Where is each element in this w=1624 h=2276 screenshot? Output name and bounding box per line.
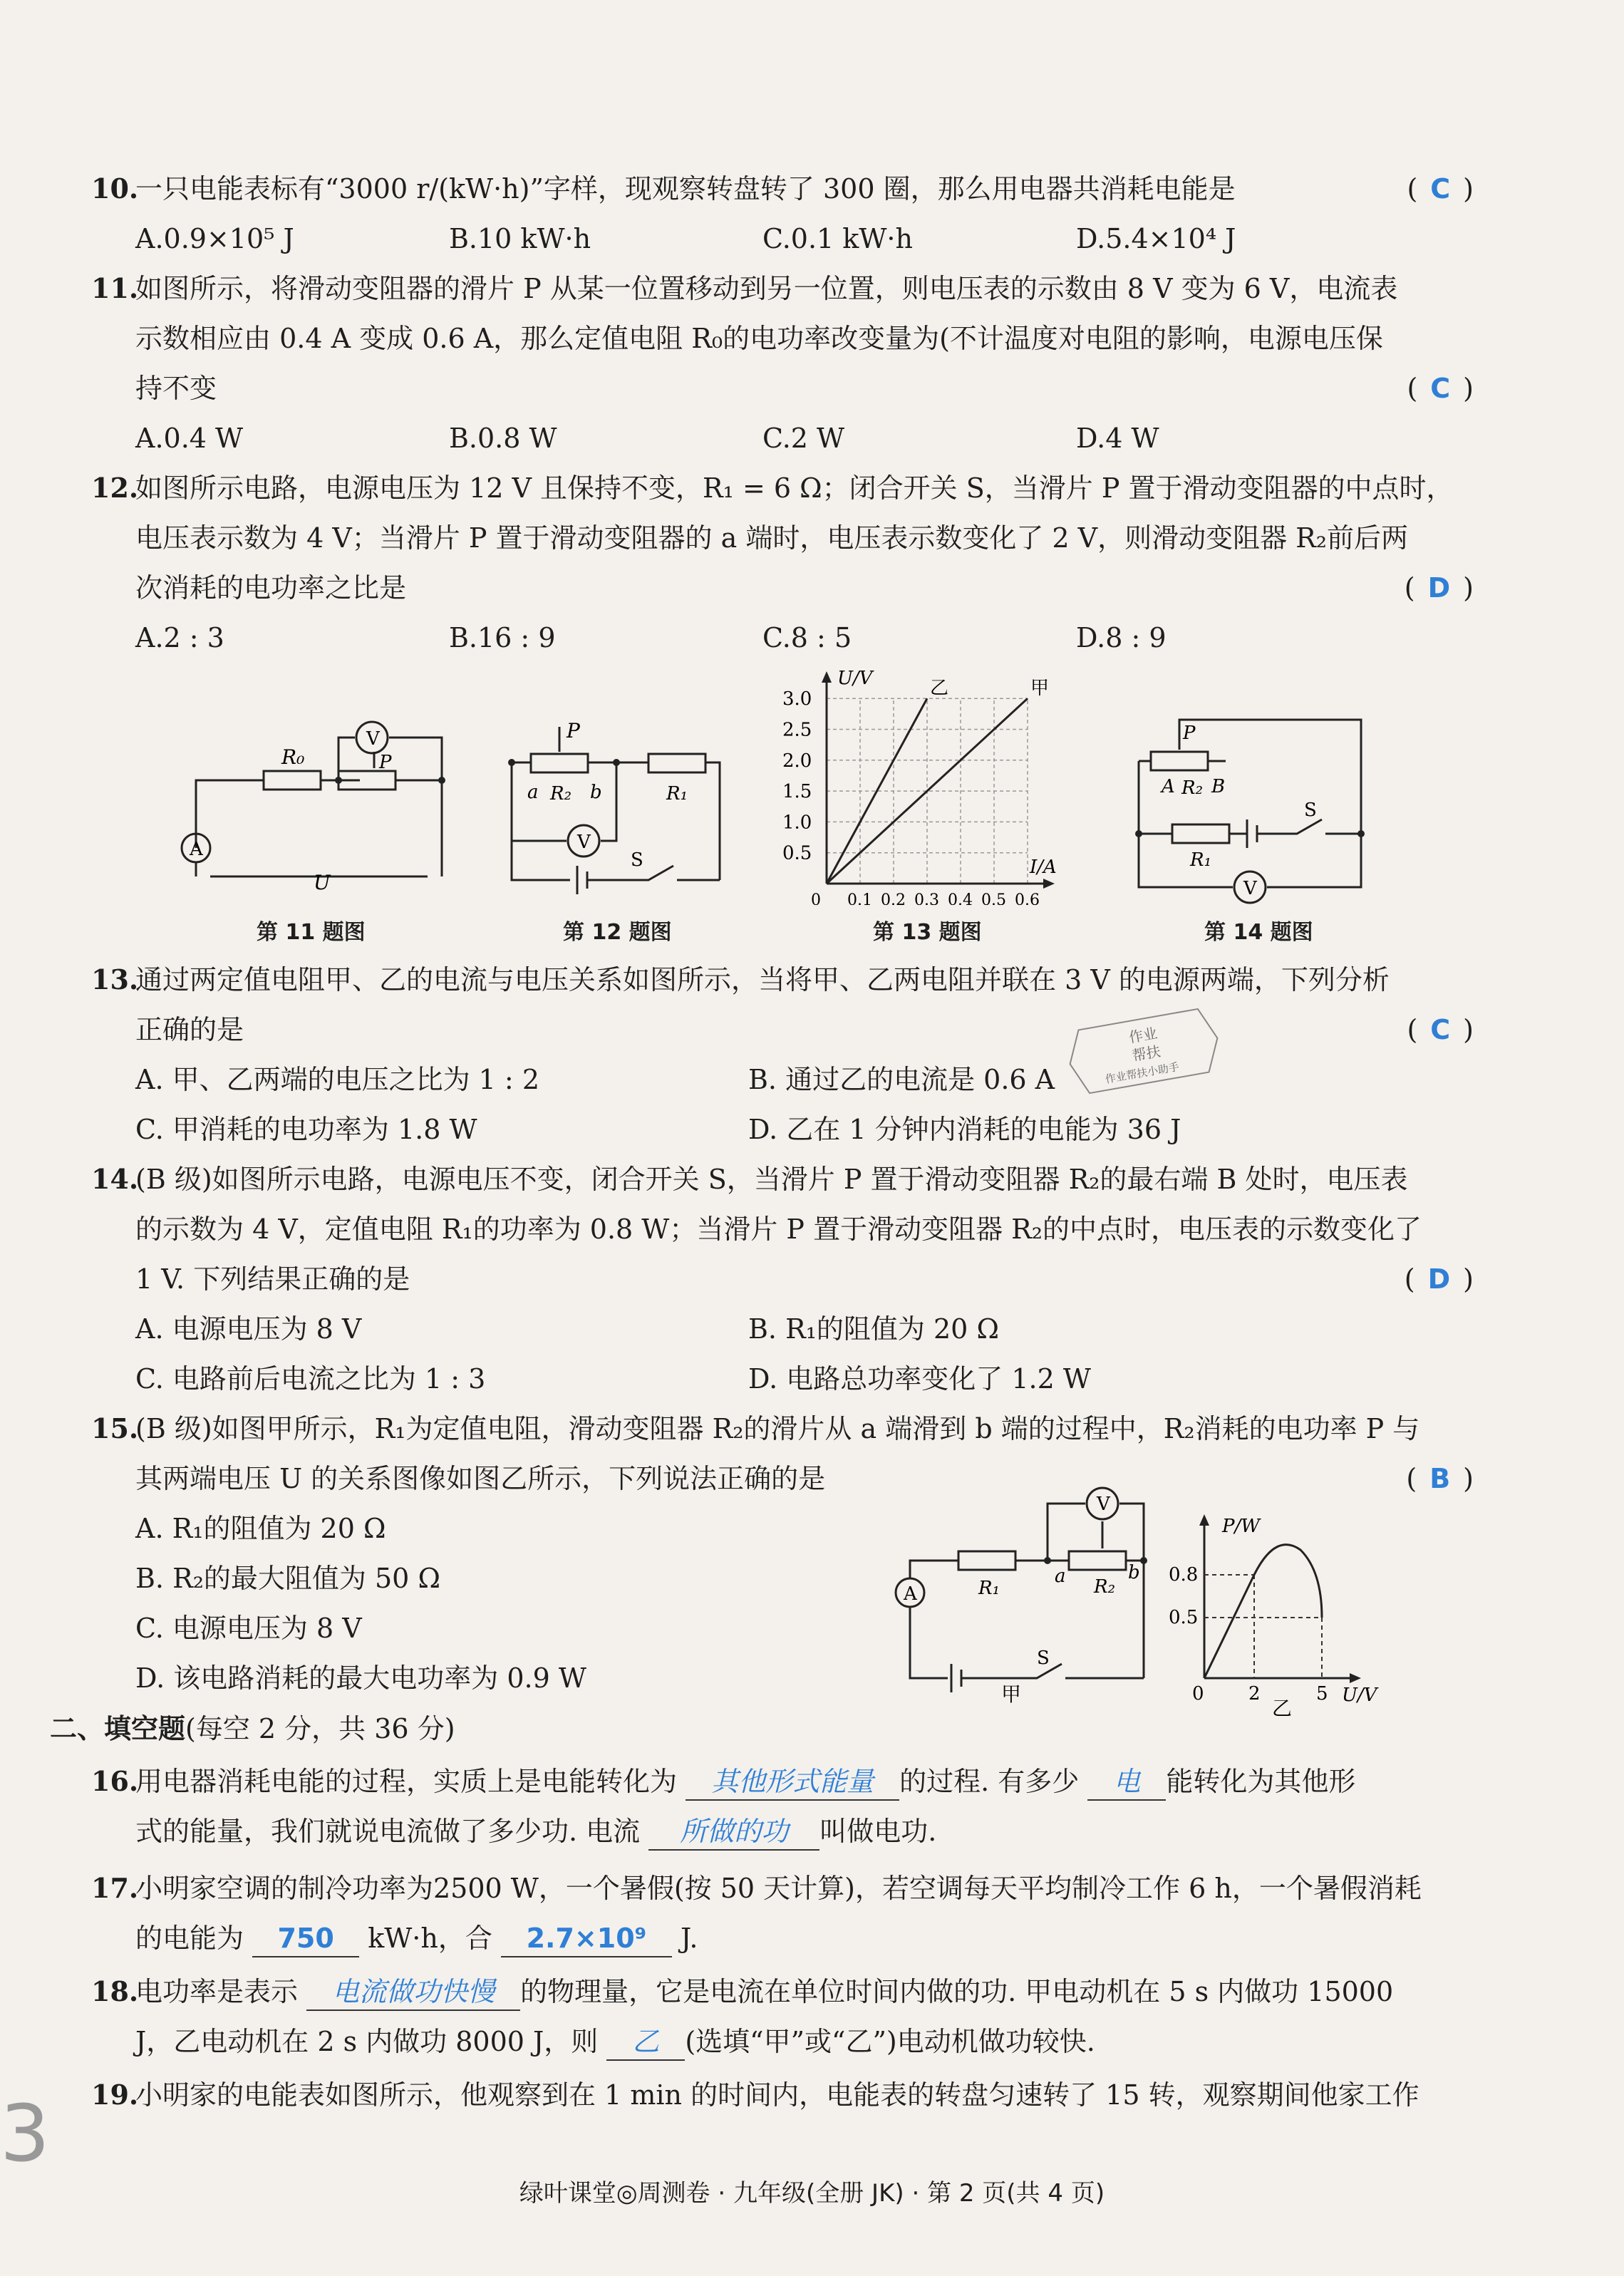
x-tick-5: 5 [1316,1683,1328,1705]
text-segment: 叫做电功. [819,1816,937,1847]
label-r1: R₁ [978,1578,1000,1599]
fill-blank-2: 电 [1087,1764,1166,1801]
voltmeter-label: V [366,728,380,750]
option-a: A.0.9×10⁵ J [135,223,294,254]
answer-box: ( D ) [1404,1263,1474,1295]
text-segment: J. [681,1923,698,1954]
x-tick-label: 0.1 [847,891,872,905]
y-tick-0.5: 0.5 [1169,1607,1199,1628]
answer-box: ( D ) [1404,572,1474,604]
question-number: 19. [91,2079,139,2111]
answer-letter: C [1430,173,1451,205]
voltmeter-label: V [1243,878,1257,899]
figure-11-circuit [178,713,463,905]
text-segment: 的物理量，它是电流在单位时间内做的功. 甲电动机在 5 s 内做功 15000 [520,1976,1394,2007]
question-18 [91,1967,1474,2066]
option-b: B. 通过乙的电流是 0.6 A [748,1064,1055,1095]
question-19 [91,2070,1474,2120]
option-b: B. R₁的阻值为 20 Ω [748,1313,999,1345]
options-row [91,1055,1474,1105]
label-p: P [1183,723,1196,744]
voltmeter-label: V [1097,1494,1110,1515]
label-a: a [527,782,539,803]
question-number: 10. [91,172,139,205]
question-stem-line3: 次消耗的电功率之比是 [135,572,407,604]
ammeter-label: A [904,1583,917,1605]
power-curve [1204,1545,1322,1678]
question-number: 14. [91,1163,139,1195]
text-segment: 用电器消耗电能的过程，实质上是电能转化为 [135,1766,678,1797]
option-d: D. 电路总功率变化了 1.2 W [748,1363,1091,1395]
figure-15-graph [1158,1507,1400,1721]
y-tick-label: 0.5 [782,842,812,864]
text-segment: 能转化为其他形 [1166,1766,1356,1797]
option-a: A. 甲、乙两端的电压之比为 1 : 2 [135,1064,539,1095]
ammeter-label: A [190,839,203,860]
question-number: 12. [91,472,139,504]
text-segment: 的电能为 [135,1923,244,1954]
y-tick-label: 3.0 [782,688,812,710]
figure-11-caption: 第 11 题图 [257,920,366,945]
options-row [91,214,1474,264]
question-number: 13. [91,963,139,995]
text-segment: 的过程. 有多少 [899,1766,1080,1797]
question-stem-line1: 如图所示电路，电源电压为 12 V 且保持不变，R₁ = 6 Ω；闭合开关 S，当滑片 P 置于滑动变阻器的中点时， [135,472,1454,504]
switch-label: S [1037,1647,1050,1669]
option-c: C.2 W [762,423,845,454]
series-label: 甲 [1030,678,1050,700]
voltmeter-label: V [577,832,591,853]
option-d: D.8 : 9 [1076,622,1167,653]
figure-12-circuit [499,720,748,912]
question-stem-line1: 通过两定值电阻甲、乙的电流与电压关系如图所示，当将甲、乙两电阻并联在 3 V 的电源两端，下列分析 [135,964,1390,995]
question-stem-line1: (B 级)如图所示电路，电源电压不变，闭合开关 S，当滑片 P 置于滑动变阻器 R₂的最右端 B 处时，电压表 [135,1164,1408,1195]
option-b: B. R₂的最大阻值为 50 Ω [135,1563,440,1594]
option-a: A.2 : 3 [135,622,224,653]
question-14 [91,1154,1474,1404]
option-a: A. 电源电压为 8 V [135,1313,362,1345]
answer-box: ( B ) [1406,1463,1474,1494]
x-tick-label: 0.6 [1015,891,1040,905]
answer-box: ( C ) [1407,173,1474,205]
label-r2: R₂ [1094,1576,1115,1598]
stamp-line1: 作业 [1127,1024,1159,1047]
options-row [91,1354,1474,1404]
page-footer: 绿叶课堂◎周测卷 · 九年级(全册 JK) · 第 2 页(共 4 页) [519,2179,1105,2208]
option-c: C.8 : 5 [762,622,852,653]
label-r1: R₁ [666,783,688,805]
figure-12-caption: 第 12 题图 [563,920,672,945]
text-segment: 小明家空调的制冷功率为2500 W，一个暑假(按 50 天计算)，若空调每天平均制冷工作 6 h，一个暑假消耗 [135,1873,1422,1904]
option-c: C. 电路前后电流之比为 1 : 3 [135,1363,486,1395]
question-12 [91,463,1474,663]
answer-letter: D [1427,572,1451,604]
text-segment: 式的能量，我们就说电流做了多少功. 电流 [135,1816,641,1847]
option-c: C.0.1 kW·h [762,223,913,254]
figure-yi-label: 乙 [1272,1697,1293,1720]
figure-14-circuit [1133,713,1382,912]
answer-letter: B [1429,1463,1451,1494]
answer-letter: D [1427,1263,1451,1295]
x-tick-label: 0.4 [948,891,973,905]
label-p: P [379,752,392,773]
question-17 [91,1863,1474,1963]
option-c: C. 甲消耗的电功率为 1.8 W [135,1114,477,1145]
option-d: D. 该电路消耗的最大电功率为 0.9 W [135,1662,586,1694]
option-c: C. 电源电压为 8 V [135,1613,362,1644]
option-b: B.0.8 W [449,423,557,454]
section-title [50,1707,455,1746]
fill-blank-2: 2.7×10⁹ [501,1920,672,1957]
label-a: A [1162,776,1175,797]
question-stem-line3: 持不变 [135,373,217,404]
fill-blank-2: 乙 [606,2024,685,2061]
question-number: 17. [91,1872,139,1904]
stamp-line2: 帮扶 [1130,1043,1162,1065]
option-d: D.5.4×10⁴ J [1076,223,1236,254]
label-p: P [567,720,580,743]
page-mark: 3 [0,2088,50,2179]
question-13 [91,955,1474,1154]
options-row [91,613,1474,663]
question-stem-line3: 1 V. 下列结果正确的是 [135,1263,410,1295]
switch-label: S [1304,800,1317,821]
question-stem: 一只电能表标有“3000 r/(kW·h)”字样，现观察转盘转了 300 圈，那么用电器共消耗电能是 [135,173,1236,205]
label-b: b [1128,1562,1140,1583]
label-b: b [590,782,602,803]
option-a: A.0.4 W [135,423,244,454]
option-d: D.4 W [1076,423,1159,454]
stamp [1062,1005,1226,1097]
question-stem-line2: 正确的是 [135,1014,244,1045]
question-number: 15. [91,1412,139,1444]
text-segment: 电功率是表示 [135,1976,299,2007]
x-tick-label: 0.3 [914,891,939,905]
options-row [91,1304,1474,1354]
question-stem-line1: (B 级)如图甲所示，R₁为定值电阻，滑动变阻器 R₂的滑片从 a 端滑到 b 端的过程中，R₂消耗的电功率 P 与 [135,1413,1420,1444]
label-r0: R₀ [281,745,305,769]
fill-blank-3: 所做的功 [648,1814,819,1851]
options-row [91,413,1474,463]
figure-13-chart [777,663,1062,905]
text-segment: J，乙电动机在 2 s 内做功 8000 J，则 [135,2026,599,2057]
question-10 [91,164,1474,264]
y-tick-0.8: 0.8 [1169,1564,1199,1586]
question-number: 11. [91,272,139,304]
answer-letter: C [1430,1014,1451,1045]
x-axis-label: I/A [1030,857,1057,878]
switch-label: S [631,849,643,871]
y-tick-label: 2.0 [782,750,812,772]
fill-blank-1: 750 [252,1920,359,1957]
option-b: B.16 : 9 [449,622,556,653]
y-tick-label: 2.5 [782,719,812,741]
question-number: 16. [91,1765,139,1797]
question-stem-line2: 示数相应由 0.4 A 变成 0.6 A，那么定值电阻 R₀的电功率改变量为(不计温度对电阻的影响，电源电压保 [135,323,1383,354]
label-u: U [314,871,331,894]
figure-15-circuit [894,1486,1158,1707]
answer-box: ( C ) [1407,373,1474,404]
question-stem-line2: 其两端电压 U 的关系图像如图乙所示，下列说法正确的是 [135,1463,826,1494]
y-tick-label: 1.0 [782,812,812,834]
label-r1: R₁ [1190,849,1211,871]
y-axis-label: P/W [1222,1516,1260,1537]
label-b: B [1211,776,1226,797]
answer-letter: C [1430,373,1451,404]
figure-jia-label: 甲 [1001,1682,1022,1706]
option-a: A. R₁的阻值为 20 Ω [135,1513,386,1544]
options-row [91,1105,1474,1154]
section-note: (每空 2 分，共 36 分) [185,1713,455,1744]
y-axis-label: U/V [837,668,873,689]
option-d: D. 乙在 1 分钟内消耗的电能为 36 J [748,1114,1181,1145]
fill-blank-1: 电流做功快慢 [306,1974,520,2011]
label-r2: R₂ [1181,777,1203,799]
y-tick-label: 1.5 [782,781,812,803]
question-stem-line1: 如图所示，将滑动变阻器的滑片 P 从某一位置移动到另一位置，则电压表的示数由 8 V 变为 6 V，电流表 [135,273,1398,304]
text-segment: (选填“甲”或“乙”)电动机做功较快. [685,2026,1095,2057]
stamp-line3: 作业帮扶小助手 [1104,1060,1181,1086]
x-tick-label: 0.5 [981,891,1006,905]
x-tick-label: 0 [811,891,821,905]
fill-blank-1: 其他形式能量 [686,1764,899,1801]
figure-13-caption: 第 13 题图 [873,920,982,945]
label-r2: R₂ [550,783,571,805]
question-16 [91,1757,1474,1856]
x-tick-label: 0.2 [881,891,906,905]
figure-14-caption: 第 14 题图 [1204,920,1313,945]
question-number: 18. [91,1975,139,2007]
option-b: B.10 kW·h [449,223,591,254]
series-label: 乙 [930,678,949,700]
x-tick-0: 0 [1192,1683,1204,1705]
question-11 [91,264,1474,463]
x-axis-label: U/V [1342,1685,1377,1706]
text-segment: kW·h，合 [368,1923,492,1954]
section-heading: 二、填空题 [50,1712,186,1744]
answer-box: ( C ) [1407,1014,1474,1045]
question-stem-line2: 电压表示数为 4 V；当滑片 P 置于滑动变阻器的 a 端时，电压表示数变化了 2 V，则滑动变阻器 R₂前后两 [135,522,1409,554]
text-segment: 小明家的电能表如图所示，他观察到在 1 min 的时间内，电能表的转盘匀速转了 15 转，观察期间他家工作 [135,2079,1419,2111]
question-stem-line2: 的示数为 4 V，定值电阻 R₁的功率为 0.8 W；当滑片 P 置于滑动变阻器 R₂的中点时，电压表的示数变化了 [135,1214,1422,1245]
label-a: a [1055,1566,1066,1587]
x-tick-2: 2 [1248,1683,1261,1705]
